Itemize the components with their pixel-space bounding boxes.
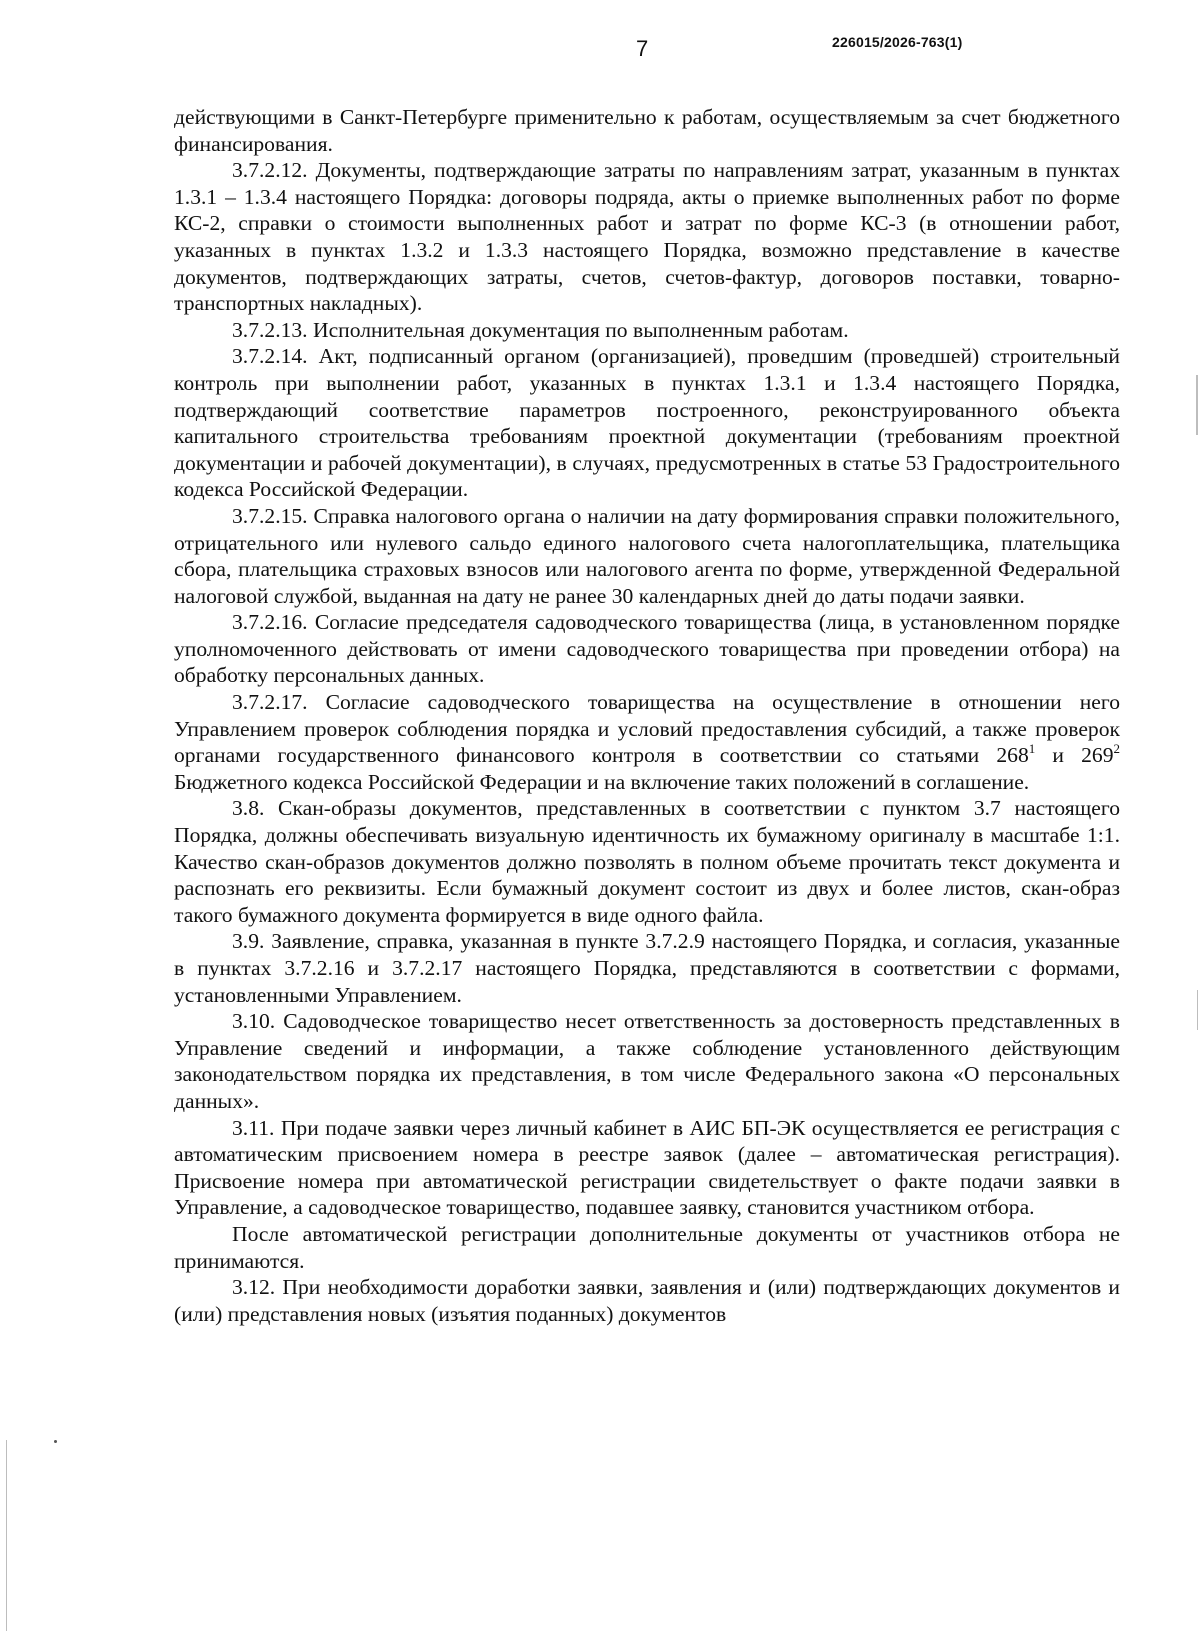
superscript-2: 2 xyxy=(1113,741,1120,757)
page-number: 7 xyxy=(636,36,649,61)
scan-edge-mark xyxy=(6,1440,7,1631)
paragraph-3-7-2-16: 3.7.2.16. Согласие председателя садоводческого товарищества (лица, в установленном порядке уполномоченного действовать от имени садоводческого товарищества при проведении отбора) на обработку персональных данных. xyxy=(174,610,1120,688)
paragraph-3-7-2-15: 3.7.2.15. Справка налогового органа о наличии на дату формирования справки положительного, отрицательного или нулевого сальдо единого налогового счета налогоплательщика, плательщика сбора, плательщика страховых взносов или налогового агента по форме, утвержденной Федеральной налоговой службой, выданная на дату не ранее 30 календарных дней до даты подачи заявки. xyxy=(174,503,1120,608)
paragraph-3-10: 3.10. Садоводческое товарищество несет ответственность за достоверность представленных в Управление сведений и информации, а также соблюдение установленного действующим законодательством порядка их представления, в том числе Федерального закона «О персональных данных». xyxy=(174,1009,1120,1113)
paragraph-after-registration: После автоматической регистрации дополнительные документы от участников отбора не принимаются. xyxy=(174,1221,1120,1273)
document-reference: 226015/2026-763(1) xyxy=(832,34,963,50)
paragraph-3-7-2-14: 3.7.2.14. Акт, подписанный органом (организацией), проведшим (проведшей) строительный контроль при выполнении работ, указанных в пунктах 1.3.1 и 1.3.4 настоящего Порядка, подтверждающий соответствие параметров построенного, реконструированного объекта капитального строительства требованиям проектной документации (требованиям проектной документации и рабочей документации), в случаях, предусмотренных в статье 53 Градостроительного кодекса Российской Федерации. xyxy=(174,344,1120,502)
paragraph-3-7-2-12: 3.7.2.12. Документы, подтверждающие затраты по направлениям затрат, указанным в пунктах 1.3.1 – 1.3.4 настоящего Порядка: договоры подряда, акты о приемке выполненных работ по форме КС-2, справки о стоимости выполненных работ и затрат по форме КС-3 (в отношении работ, указанных в пунктах 1.3.2 и 1.3.3 настоящего Порядка, возможно представление в качестве документов, подтверждающих затраты, счетов, счетов-фактур, договоров поставки, товарно-транспортных накладных). xyxy=(174,158,1120,316)
paragraph-3-7-2-17-part-b: и 269 xyxy=(1035,743,1114,768)
paragraph-continuation: действующими в Санкт-Петербурге применительно к работам, осуществляемым за счет бюджетного финансирования. xyxy=(174,105,1120,156)
paragraph-3-7-2-17-part-a: 3.7.2.17. Согласие садоводческого товарищества на осуществление в отношении него Управлением проверок соблюдения порядка и условий предоставления субсидий, а также проверок органами государственного финансового контроля в соответствии со статьями 268 xyxy=(174,690,1120,768)
paragraph-3-12: 3.12. При необходимости доработки заявки, заявления и (или) подтверждающих документов и (или) представления новых (изъятия поданных) документов xyxy=(174,1275,1120,1326)
document-body xyxy=(174,104,1120,1327)
scan-edge-mark xyxy=(1196,375,1198,435)
scan-dust-dot xyxy=(54,1440,57,1443)
paragraph-3-11: 3.11. При подаче заявки через личный кабинет в АИС БП-ЭК осуществляется ее регистрация с автоматическим присвоением номера в реестре заявок (далее – автоматическая регистрация). Присвоение номера при автоматической регистрации свидетельствует о факте подачи заявки в Управление, а садоводческое товарищество, подавшее заявку, становится участником отбора. xyxy=(174,1115,1120,1220)
scan-edge-mark xyxy=(1197,990,1198,1030)
paragraph-3-8: 3.8. Скан-образы документов, представленных в соответствии с пунктом 3.7 настоящего Порядка, должны обеспечивать визуальную идентичность их бумажному оригиналу в масштабе 1:1. Качество скан-образов документов должно позволять в полном объеме прочитать текст документа и распознать его реквизиты. Если бумажный документ состоит из двух и более листов, скан-образ такого бумажного документа формируется в виде одного файла. xyxy=(174,796,1120,927)
paragraph-3-7-2-13: 3.7.2.13. Исполнительная документация по выполненным работам. xyxy=(232,317,849,342)
paragraph-3-7-2-17-part-c: Бюджетного кодекса Российской Федерации и на включение таких положений в соглашение. xyxy=(174,769,1030,794)
superscript-1: 1 xyxy=(1028,741,1036,757)
paragraph-3-9: 3.9. Заявление, справка, указанная в пункте 3.7.2.9 настоящего Порядка, и согласия, указанные в пунктах 3.7.2.16 и 3.7.2.17 настоящего Порядка, представляются в соответствии с формами, установленными Управлением. xyxy=(174,929,1120,1007)
paragraph-3-7-2-17 xyxy=(174,689,1120,795)
